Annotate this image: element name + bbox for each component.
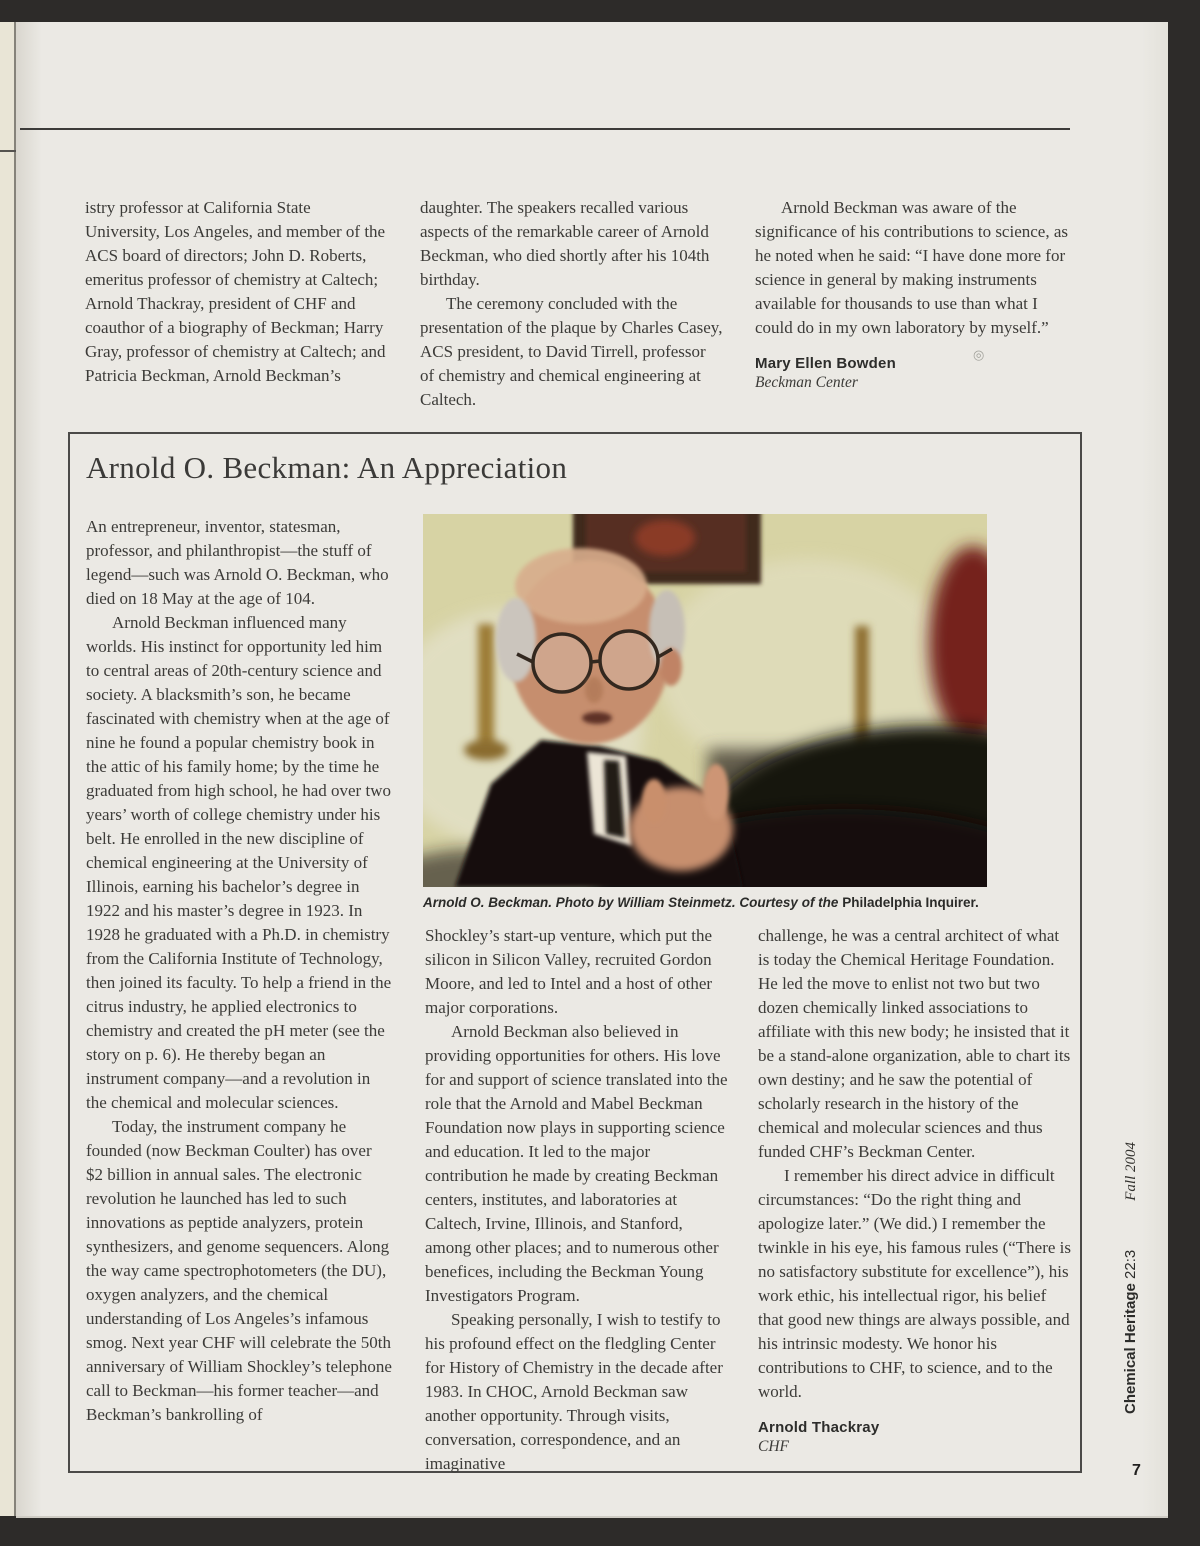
- feature-column-left: [86, 515, 392, 1427]
- beckman-photo-illustration: [423, 514, 987, 887]
- paragraph: Today, the instrument company he founded (now Beckman Coulter) has over $2 billion in annual sales. The electronic revolution he launched has led to such innovations as peptide analyzers, protein synthesizers, and genome sequencers. Along the way came spectrophotometers (the DU), oxygen analyzers, and the chemical understanding of Los Angeles’s infamous smog. Next year CHF will celebrate the 50th anniversary of William Shockley’s telephone call to Beckman—his former teacher—and Beckman’s bankrolling of: [86, 1117, 392, 1424]
- photo-caption-roman: Philadelphia Inquirer.: [842, 895, 979, 910]
- paragraph: An entrepreneur, inventor, statesman, professor, and philanthropist—the stuff of legend—such was Arnold O. Beckman, who died on 18 May at the age of 104.: [86, 517, 389, 608]
- feature-column-middle: [425, 924, 731, 1476]
- top-article-column-3-text: [755, 196, 1071, 340]
- author-name: Mary Ellen Bowden: [755, 355, 896, 372]
- journal-volume: [1122, 1250, 1139, 1414]
- feature-article-box: [68, 432, 1082, 1473]
- journal-issue: 22:3: [1122, 1249, 1139, 1279]
- paragraph: Arnold Beckman also believed in providing opportunities for others. His love for and support of science translated into the role that the Arnold and Mabel Beckman Foundation now plays in supporting science and education. It led to the major contribution he made by creating Beckman centers, institutes, and laboratories at Caltech, Irvine, Illinois, and Stanford, among other places; and to numerous other benefices, including the Beckman Young Investigators Program.: [425, 1022, 728, 1305]
- top-article-column-2: [420, 196, 723, 412]
- beckman-photo: [423, 514, 987, 887]
- author-affiliation: Beckman Center: [755, 374, 858, 391]
- end-of-article-icon: ◎: [973, 348, 985, 363]
- journal-season: Fall 2004: [1123, 1142, 1139, 1201]
- feature-byline: [758, 1418, 1074, 1456]
- top-article-column-1: [85, 196, 388, 388]
- paragraph: The ceremony concluded with the presentation of the plaque by Charles Casey, ACS president, to David Tirrell, professor of chemistry and chemical engineering at Caltech.: [420, 294, 723, 409]
- top-article-byline: [755, 354, 1071, 392]
- journal-spine-text: [1122, 1142, 1140, 1414]
- paragraph: challenge, he was a central architect of what is today the Chemical Heritage Foundation. He led the move to enlist not two but two dozen chemically linked associations to affiliate with this new body; he insisted that it be a stand-alone organization, able to chart its own destiny; and he saw the potential of scholarly research in the history of the chemical and molecular sciences and thus funded CHF’s Beckman Center.: [758, 926, 1071, 1161]
- paragraph: istry professor at California State University, Los Angeles, and member of the ACS board of directors; John D. Roberts, emeritus professor of chemistry at Caltech; Arnold Thackray, president of CHF and coauthor of a biography of Beckman; Harry Gray, professor of chemistry at Caltech; and Patricia Beckman, Arnold Beckman’s: [85, 198, 386, 385]
- feature-author-affiliation: CHF: [758, 1438, 789, 1455]
- page-sheet: [16, 22, 1168, 1516]
- paragraph: daughter. The speakers recalled various aspects of the remarkable career of Arnold Beckman, who died shortly after his 104th birthday.: [420, 198, 710, 289]
- top-article-column-3: [755, 196, 1071, 392]
- paragraph: Arnold Beckman influenced many worlds. His instinct for opportunity led him to central areas of 20th-century science and society. A blacksmith’s son, he became fascinated with chemistry when at the age of nine he found a popular chemistry book in the attic of his family home; by the time he graduated from high school, he had over two years’ worth of college chemistry under his belt. He enrolled in the new discipline of chemical engineering at the University of Illinois, earning his bachelor’s degree in 1922 and his master’s degree in 1923. In 1928 he graduated with a Ph.D. in chemistry from the California Institute of Technology, then joined its faculty. To help a friend in the citrus industry, he applied electronics to chemistry and created the pH meter (see the story on p. 6). He thereby began an instrument company—and a revolution in the chemical and molecular sciences.: [86, 613, 392, 1112]
- photo-caption: [423, 894, 1073, 911]
- paragraph: Shockley’s start-up venture, which put the silicon in Silicon Valley, recruited Gordon Moore, and led to Intel and a host of other major corporations.: [425, 926, 713, 1017]
- paragraph: Arnold Beckman was aware of the significance of his contributions to science, as he noted when he said: “I have done more for science in general by making instruments available for thousands to use than what I could do in my own laboratory by myself.”: [755, 198, 1068, 337]
- adjacent-page-edge: [0, 22, 16, 1516]
- rule-stub: [0, 150, 16, 152]
- photo-caption-italic: Arnold O. Beckman. Photo by William Steinmetz. Courtesy of the: [423, 895, 843, 910]
- journal-name: Chemical Heritage: [1122, 1283, 1139, 1414]
- paragraph: Speaking personally, I wish to testify to his profound effect on the fledgling Center for History of Chemistry in the decade after 1983. In CHOC, Arnold Beckman saw another opportunity. Through visits, conversation, correspondence, and an imaginative: [425, 1310, 723, 1473]
- page-number: 7: [1132, 1462, 1141, 1479]
- feature-author-name: Arnold Thackray: [758, 1419, 880, 1436]
- feature-column-right: [758, 924, 1074, 1456]
- top-rule: [20, 128, 1070, 130]
- feature-title: Arnold O. Beckman: An Appreciation: [86, 450, 568, 485]
- paragraph: I remember his direct advice in difficult circumstances: “Do the right thing and apologize later.” (We did.) I remember the twinkle in his eye, his famous rules (“There is no satisfactory substitute for excellence”), his work ethic, his intellectual rigor, his belief that good new things are always possible, and his intrinsic modesty. We honor his contributions to CHF, to science, and to the world.: [758, 1166, 1072, 1401]
- feature-column-right-text: [758, 924, 1074, 1404]
